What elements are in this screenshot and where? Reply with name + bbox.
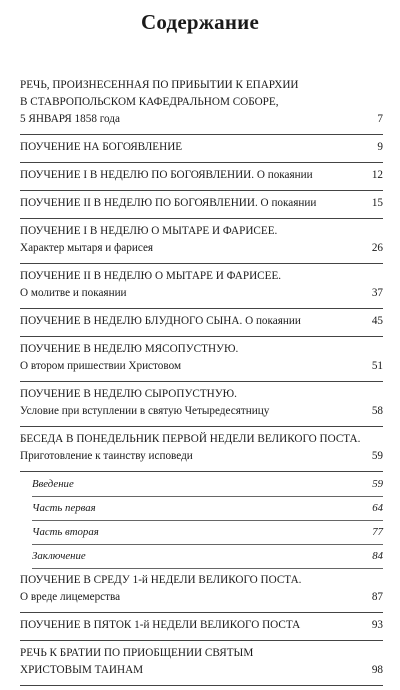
toc-entry[interactable]	[20, 77, 383, 135]
toc-divider	[20, 263, 383, 264]
toc-entry-line	[20, 431, 383, 448]
toc-entry-line	[20, 111, 383, 128]
toc-entry-line	[20, 386, 383, 403]
toc-entry-line	[20, 662, 383, 679]
toc-page-number: 87	[371, 591, 383, 603]
toc-subentry-label: Часть первая	[32, 502, 96, 514]
toc-entry[interactable]	[20, 139, 383, 163]
toc-subdivider	[32, 520, 383, 521]
toc-divider	[20, 308, 383, 309]
toc-entry-text: ПОУЧЕНИЕ II В НЕДЕЛЮ О МЫТАРЕ И ФАРИСЕЕ.	[20, 270, 282, 282]
toc-subentry-label: Часть вторая	[32, 526, 99, 538]
toc-subentry[interactable]	[20, 500, 383, 517]
toc-divider	[20, 612, 383, 613]
toc-divider	[20, 640, 383, 641]
toc-entry-text: ПОУЧЕНИЕ I В НЕДЕЛЮ ПО БОГОЯВЛЕНИИ. О покаянии	[20, 169, 313, 181]
toc-divider	[20, 134, 383, 135]
toc-entry-line	[20, 645, 383, 662]
toc-entry-text: В СТАВРОПОЛЬСКОМ КАФЕДРАЛЬНОМ СОБОРЕ,	[20, 96, 279, 108]
toc-entry-line	[20, 572, 383, 589]
toc-divider	[20, 426, 383, 427]
table-of-contents	[20, 77, 383, 690]
toc-entry[interactable]	[20, 313, 383, 337]
toc-entry-line	[20, 167, 383, 184]
toc-page-number: 64	[372, 502, 383, 514]
toc-page-number: 45	[371, 315, 383, 327]
toc-entry-line	[20, 268, 383, 285]
toc-entry-text: ПОУЧЕНИЕ В ПЯТОК 1-й НЕДЕЛИ ВЕЛИКОГО ПОСТА	[20, 619, 301, 631]
toc-entry-line	[20, 195, 383, 212]
page-title: Содержание	[141, 10, 259, 34]
toc-entry[interactable]	[20, 268, 383, 309]
toc-page-number: 26	[371, 242, 383, 254]
toc-entry-text: БЕСЕДА В ПОНЕДЕЛЬНИК ПЕРВОЙ НЕДЕЛИ ВЕЛИКОГО ПОСТА.	[20, 433, 361, 445]
toc-entry-line	[20, 589, 383, 606]
toc-entry-text: ПОУЧЕНИЕ В НЕДЕЛЮ СЫРОПУСТНУЮ.	[20, 388, 237, 400]
toc-entry-line	[20, 358, 383, 375]
toc-subentry[interactable]	[20, 548, 383, 565]
toc-subentry-label: Введение	[32, 478, 74, 490]
toc-page-number: 37	[371, 287, 383, 299]
toc-entry-text: ПОУЧЕНИЕ II В НЕДЕЛЮ ПО БОГОЯВЛЕНИИ. О покаянии	[20, 197, 317, 209]
toc-entry[interactable]	[20, 431, 383, 569]
toc-entry-text: Условие при вступлении в святую Четыредесятницу	[20, 405, 270, 417]
toc-page-number: 77	[372, 526, 383, 538]
toc-entry-line	[20, 139, 383, 156]
toc-page-number: 98	[371, 664, 383, 676]
toc-entry-text: ПОУЧЕНИЕ В НЕДЕЛЮ МЯСОПУСТНУЮ.	[20, 343, 239, 355]
toc-divider	[20, 336, 383, 337]
toc-entry[interactable]	[20, 645, 383, 686]
toc-entry[interactable]	[20, 195, 383, 219]
toc-page-number: 12	[371, 169, 383, 181]
toc-page-number: 58	[371, 405, 383, 417]
toc-entry-text: О втором пришествии Христовом	[20, 360, 182, 372]
toc-divider	[20, 162, 383, 163]
toc-entry-line	[20, 448, 383, 465]
toc-entry-line	[20, 617, 383, 634]
toc-entry[interactable]	[20, 386, 383, 427]
toc-divider	[20, 685, 383, 686]
toc-entry-text: ПОУЧЕНИЕ В НЕДЕЛЮ БЛУДНОГО СЫНА. О покаянии	[20, 315, 301, 327]
toc-entry-line	[20, 223, 383, 240]
toc-entry-text: Приготовление к таинству исповеди	[20, 450, 193, 462]
toc-entry-text: РЕЧЬ К БРАТИИ ПО ПРИОБЩЕНИИ СВЯТЫМ	[20, 647, 254, 659]
toc-entry-line	[20, 341, 383, 358]
toc-subentry[interactable]	[20, 524, 383, 541]
toc-subdivider	[32, 544, 383, 545]
toc-entry-text: Характер мытаря и фарисея	[20, 242, 154, 254]
toc-entry[interactable]	[20, 572, 383, 613]
toc-subdivider	[32, 496, 383, 497]
toc-divider	[20, 190, 383, 191]
toc-page-number: 59	[371, 450, 383, 462]
toc-entry[interactable]	[20, 341, 383, 382]
toc-divider	[20, 218, 383, 219]
toc-entry[interactable]	[20, 223, 383, 264]
toc-page-number: 9	[377, 141, 383, 153]
toc-subentry[interactable]	[20, 476, 383, 493]
toc-divider	[20, 471, 383, 472]
toc-subentry-label: Заключение	[32, 550, 86, 562]
toc-entry-text: РЕЧЬ, ПРОИЗНЕСЕННАЯ ПО ПРИБЫТИИ К ЕПАРХИИ	[20, 79, 299, 91]
toc-entry-text: 5 ЯНВАРЯ 1858 года	[20, 113, 120, 125]
toc-divider	[20, 381, 383, 382]
toc-page-number: 84	[372, 550, 383, 562]
toc-page-number: 15	[371, 197, 383, 209]
toc-page-number: 93	[371, 619, 383, 631]
toc-entry[interactable]	[20, 167, 383, 191]
toc-entry[interactable]	[20, 617, 383, 641]
toc-entry-text: О вреде лицемерства	[20, 591, 121, 603]
toc-page-number: 7	[377, 113, 383, 125]
toc-page-number: 59	[372, 478, 383, 490]
toc-entry-line	[20, 240, 383, 257]
toc-entry-line	[20, 313, 383, 330]
toc-entry-line	[20, 77, 383, 94]
toc-page-number: 51	[371, 360, 383, 372]
toc-entry-text: ПОУЧЕНИЕ В СРЕДУ 1-й НЕДЕЛИ ВЕЛИКОГО ПОСТА.	[20, 574, 302, 586]
toc-entry-text: ПОУЧЕНИЕ НА БОГОЯВЛЕНИЕ	[20, 141, 183, 153]
toc-entry-text: О молитве и покаянии	[20, 287, 127, 299]
toc-entry-line	[20, 403, 383, 420]
toc-subdivider	[32, 568, 383, 569]
toc-entry-line	[20, 285, 383, 302]
toc-entry-line	[20, 94, 383, 111]
toc-entry-text: ПОУЧЕНИЕ I В НЕДЕЛЮ О МЫТАРЕ И ФАРИСЕЕ.	[20, 225, 278, 237]
toc-entry-text: ХРИСТОВЫМ ТАИНАМ	[20, 664, 144, 676]
